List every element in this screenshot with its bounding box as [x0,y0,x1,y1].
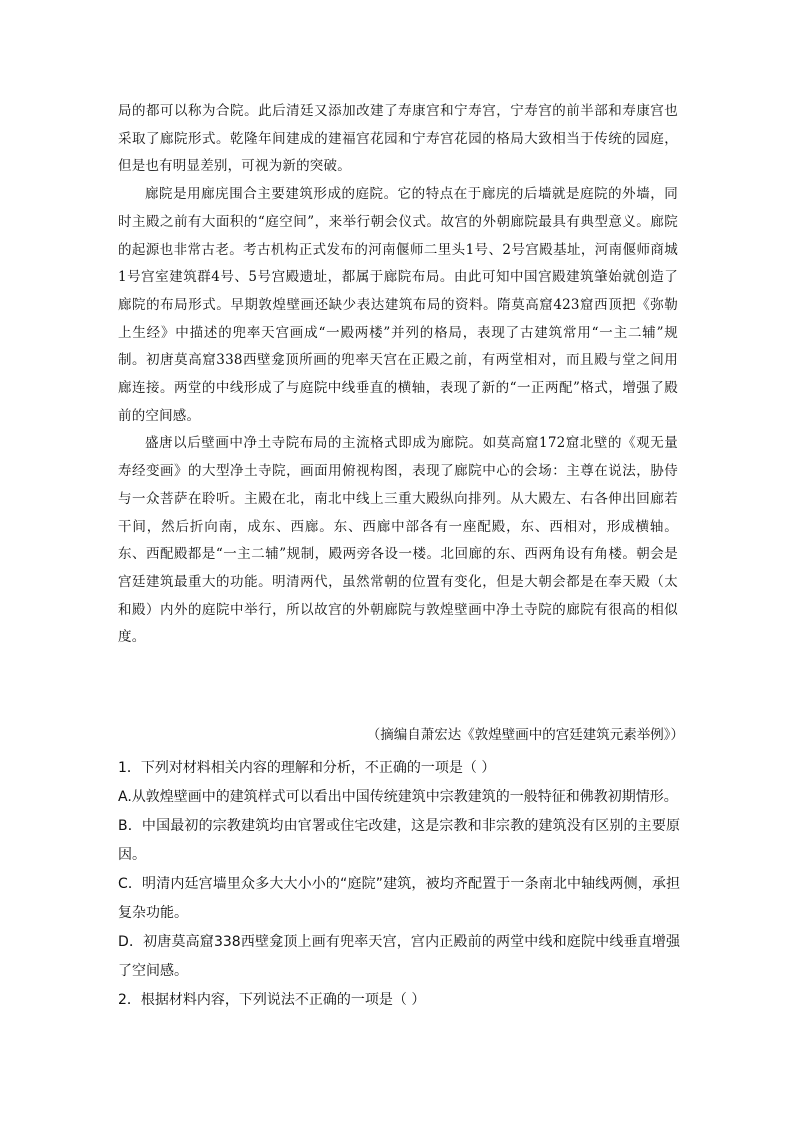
question-1-option-c: C．明清内廷宫墙里众多大大小小的“庭院”建筑，被均齐配置于一条南北中轴线两侧，承担复杂功能。 [118,876,680,921]
passage-paragraph-2: 廊院是用廊庑围合主要建筑形成的庭院。它的特点在于廊庑的后墙就是庭院的外墙，同时主殿之前有大面积的“庭空间”，来举行朝会仪式。故宫的外朝廊院最具有典型意义。廊院的起源也非常古老。考古机构正式发布的河南偃师二里头1号、2号宫殿基址，河南偃师商城1号宫室建筑群4号、5号宫殿遗址，都属于廊院布局。由此可知中国宫殿建筑肇始就创造了廊院的布局形式。早期敦煌壁画还缺少表达建筑布局的资料。隋莫高窟423窟西顶把《弥勒上生经》中描述的兜率天宫画成“一殿两楼”并列的格局，表现了古建筑常用“一主二辅”规制。初唐莫高窟338西壁龛顶所画的兜率天宫在正殿之前，有两堂相对，而且殿与堂之间用廊连接。两堂的中线形成了与庭院中线垂直的横轴，表现了新的“一正两配”格式，增强了殿前的空间感。 [118,186,678,424]
question-2-stem: 2．根据材料内容，下列说法不正确的一项是（ ） [118,992,426,1008]
question-section [118,754,680,1015]
question-1-option-b: B．中国最初的宗教建筑均由官署或住宅改建，这是宗教和非宗教的建筑没有区别的主要原因。 [118,818,680,863]
source-citation: （摘编自萧宏达《敦煌壁画中的宫廷建筑元素举例》） [366,727,684,743]
passage-paragraph-1: 局的都可以称为合院。此后清廷又添加改建了寿康宫和宁寿宫，宁寿宫的前半部和寿康宫也采取了廊院形式。乾隆年间建成的建福宫花园和宁寿宫花园的格局大致相当于传统的园庭，但是也有明显差别，可视为新的突破。 [118,103,678,175]
question-1-stem: 1．下列对材料相关内容的理解和分析，不正确的一项是（ ） [118,760,496,776]
question-1-option-a: A.从敦煌壁画中的建筑样式可以看出中国传统建筑中宗教建筑的一般特征和佛教初期情形。 [118,789,678,805]
question-1-option-d: D．初唐莫高窟338西壁龛顶上画有兜率天宫，宫内正殿前的两堂中线和庭院中线垂直增强了空间感。 [118,934,680,979]
reading-passage [118,98,678,652]
passage-paragraph-3: 盛唐以后壁画中净土寺院布局的主流格式即成为廊院。如莫高窟172窟北壁的《观无量寿经变画》的大型净土寺院，画面用俯视构图，表现了廊院中心的会场：主尊在说法，胁侍与一众菩萨在聆听。主殿在北，南北中线上三重大殿纵向排列。从大殿左、右各伸出回廊若干间，然后折向南，成东、西廊。东、西廊中部各有一座配殿，东、西相对，形成横轴。东、西配殿都是“一主二辅”规制，殿两旁各设一楼。北回廊的东、西两角设有角楼。朝会是宫廷建筑最重大的功能。明清两代，虽然常朝的位置有变化，但是大朝会都是在奉天殿（太和殿）内外的庭院中举行，所以故宫的外朝廊院与敦煌壁画中净土寺院的廊院有很高的相似度。 [118,435,678,646]
